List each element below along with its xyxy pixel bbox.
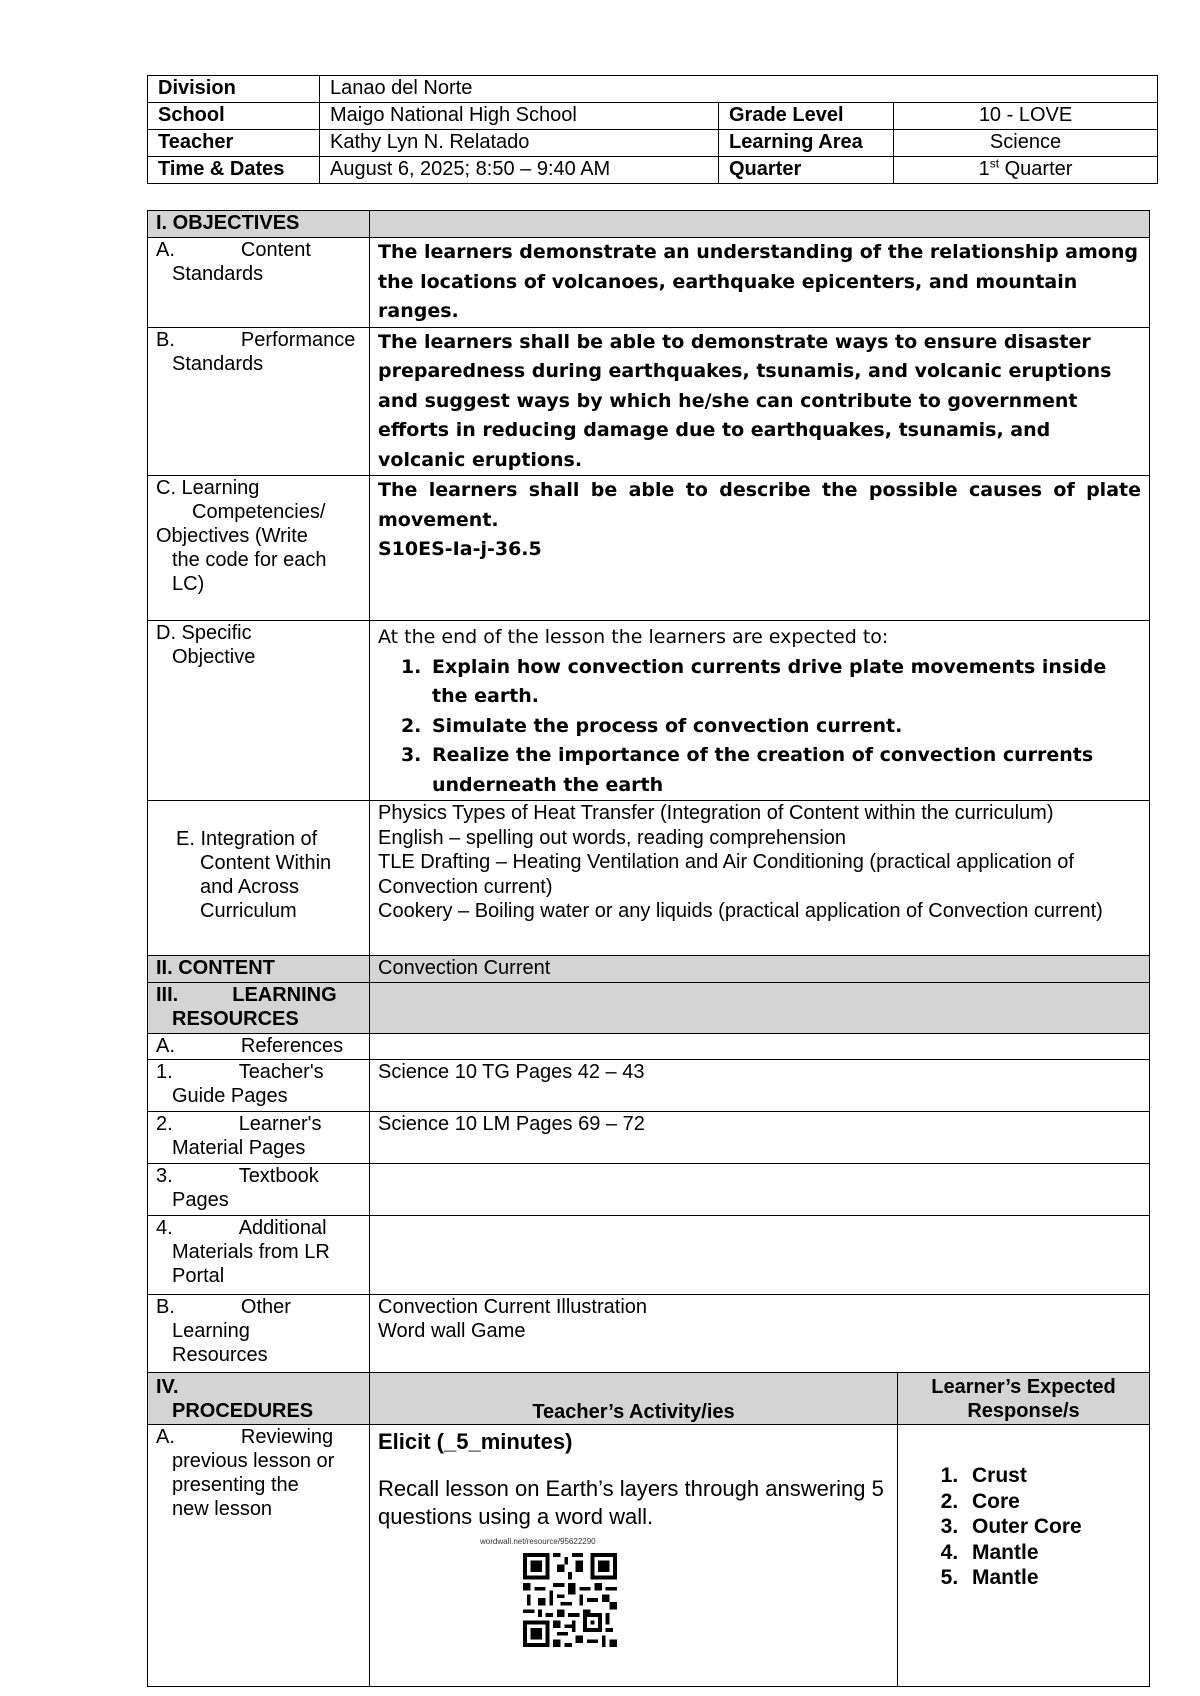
procedures-title-2: PROCEDURES — [172, 1399, 314, 1422]
content-standards-letter: A. — [156, 239, 175, 261]
division-label: Division — [148, 76, 320, 103]
content-standards-text: The learners demonstrate an understanding of the relationship among the locations of volcanoes, earthquake epicenters, and mountain ranges. — [370, 238, 1150, 328]
integ-label-1: E. Integration of — [176, 828, 318, 850]
response-item: 1. Crust — [964, 1463, 1141, 1489]
textbook-blank — [370, 1164, 1150, 1216]
learning-competency-code: S10ES-Ia-j-36.5 — [378, 538, 542, 560]
elicit-text: Recall lesson on Earth’s layers through answering 5 questions using a word wall. — [378, 1476, 884, 1529]
reviewing-label — [148, 1425, 370, 1687]
content-value: Convection Current — [370, 956, 1150, 983]
learning-resources-blank — [370, 983, 1150, 1034]
teacher-value: Kathy Lyn N. Relatado — [320, 130, 719, 157]
integration-line: English – spelling out words, reading comprehension — [378, 826, 847, 849]
response-item: 2. Core — [964, 1489, 1141, 1515]
specific-objective-cell — [370, 621, 1150, 801]
lm-word: Learner's — [238, 1113, 322, 1135]
learner-responses-list — [906, 1463, 1141, 1591]
resources-title-2: LEARNING — [232, 984, 337, 1006]
content-standards-word-2: Standards — [172, 263, 264, 285]
other-resources-value — [370, 1295, 1150, 1373]
elicit-cell — [370, 1425, 898, 1687]
objectives-heading: I. OBJECTIVES — [148, 211, 370, 238]
quarter-suffix: st — [989, 156, 1000, 171]
rev-word-2: previous lesson or — [172, 1450, 335, 1472]
learning-area-value: Science — [894, 130, 1158, 157]
specific-objective-item: 1. Explain how convection currents drive plate movements inside the earth. — [428, 653, 1141, 712]
learning-resources-heading — [148, 983, 370, 1034]
integ-label-3: and Across — [200, 876, 299, 898]
references-blank — [370, 1034, 1150, 1060]
quarter-label: Quarter — [719, 157, 894, 184]
tb-word: Textbook — [238, 1165, 319, 1187]
integration-line: Physics Types of Heat Transfer (Integration of Content within the curriculum) — [378, 802, 1054, 824]
school-label: School — [148, 103, 320, 130]
learning-competency-text: The learners shall be able to describe the possible causes of plate movement. — [378, 479, 1141, 531]
lc-label-3: Objectives (Write — [156, 525, 308, 547]
lc-label-4: the code for each — [172, 549, 327, 571]
learner-responses-cell — [898, 1425, 1150, 1687]
response-item: 3. Outer Core — [964, 1514, 1141, 1540]
content-standards-label — [148, 238, 370, 328]
references-letter: A. — [156, 1035, 175, 1057]
performance-standards-word-2: Standards — [172, 352, 264, 375]
specific-objective-item: 2. Simulate the process of convection current. — [428, 712, 1141, 742]
learning-competencies-cell — [370, 476, 1150, 621]
specific-objective-item: 3. Realize the importance of the creation of convection currents underneath the earth — [428, 741, 1141, 800]
additional-materials-blank — [370, 1216, 1150, 1295]
tb-num: 3. — [156, 1165, 173, 1187]
response-item: 5. Mantle — [964, 1565, 1141, 1591]
other-word-2: Learning — [172, 1320, 250, 1342]
lc-label-5: LC) — [172, 573, 205, 595]
lm-word-2: Material Pages — [172, 1137, 306, 1159]
performance-standards-label — [148, 327, 370, 476]
spec-label-1: D. Specific — [156, 622, 252, 644]
qr-code-icon — [523, 1553, 617, 1647]
performance-standards-letter: B. — [156, 328, 175, 351]
learner-col-1: Learner’s Expected — [931, 1375, 1116, 1398]
add-num: 4. — [156, 1217, 173, 1239]
content-heading: II. CONTENT — [148, 956, 370, 983]
division-value: Lanao del Norte — [320, 76, 1158, 103]
procedures-title-1: IV. — [156, 1375, 179, 1398]
other-resources-label — [148, 1295, 370, 1373]
resources-title-1: III. — [156, 984, 179, 1006]
quarter-number: 1 — [978, 158, 990, 180]
tb-word-2: Pages — [172, 1189, 229, 1211]
objectives-heading-blank — [370, 211, 1150, 238]
time-dates-value: August 6, 2025; 8:50 – 9:40 AM — [320, 157, 719, 184]
resources-title-3: RESOURCES — [172, 1008, 299, 1030]
integ-label-4: Curriculum — [200, 900, 297, 922]
references-label — [148, 1034, 370, 1060]
learners-material-value: Science 10 LM Pages 69 – 72 — [370, 1112, 1150, 1164]
response-item: 4. Mantle — [964, 1540, 1141, 1566]
performance-standards-text: The learners shall be able to demonstrate ways to ensure disaster preparedness during earthquakes, tsunamis, and volcanic eruptions and suggest ways by which he/she can contribute to government efforts in reducing damage due to earthquakes, tsunamis, and volcanic eruptions. — [370, 327, 1150, 476]
quarter-value — [894, 157, 1158, 184]
specific-objective-label — [148, 621, 370, 801]
time-dates-label: Time & Dates — [148, 157, 320, 184]
quarter-word: Quarter — [999, 158, 1073, 180]
integration-line: Cookery – Boiling water or any liquids (practical application of Convection current) — [378, 900, 1103, 922]
other-resource-line: Word wall Game — [378, 1320, 526, 1342]
teachers-guide-label — [148, 1060, 370, 1112]
learner-response-heading — [898, 1373, 1150, 1425]
school-value: Maigo National High School — [320, 103, 719, 130]
integration-line: TLE Drafting – Heating Ventilation and Air Conditioning (practical application of Convection current) — [378, 851, 1074, 898]
teacher-activity-heading: Teacher’s Activity/ies — [370, 1373, 898, 1425]
content-standards-word: Content — [240, 239, 311, 261]
qr-code[interactable] — [523, 1553, 889, 1653]
other-letter: B. — [156, 1296, 175, 1318]
performance-standards-word: Performance — [240, 328, 356, 351]
other-resource-line: Convection Current Illustration — [378, 1296, 648, 1318]
lc-label-2: Competencies/ — [192, 501, 326, 523]
other-word-3: Resources — [172, 1344, 268, 1366]
add-word-2: Materials from LR — [172, 1241, 330, 1263]
add-word: Additional — [238, 1217, 327, 1239]
teachers-guide-value: Science 10 TG Pages 42 – 43 — [370, 1060, 1150, 1112]
integ-label-2: Content Within — [200, 852, 332, 874]
tg-word: Teacher's — [238, 1061, 324, 1083]
header-table — [147, 75, 1158, 184]
lm-num: 2. — [156, 1113, 173, 1135]
spec-label-2: Objective — [172, 646, 256, 668]
learning-competencies-label — [148, 476, 370, 621]
rev-word: Reviewing — [240, 1426, 334, 1448]
lesson-plan-table — [147, 210, 1150, 1687]
integration-cell — [370, 801, 1150, 956]
teacher-label: Teacher — [148, 130, 320, 157]
tg-word-2: Guide Pages — [172, 1085, 288, 1107]
grade-level-value: 10 - LOVE — [894, 103, 1158, 130]
add-word-3: Portal — [172, 1265, 225, 1287]
lc-label-1: C. Learning — [156, 477, 260, 499]
specific-objective-intro: At the end of the lesson the learners are expected to: — [378, 626, 889, 648]
tg-num: 1. — [156, 1061, 173, 1083]
learners-material-label — [148, 1112, 370, 1164]
learner-col-2: Response/s — [967, 1399, 1080, 1422]
rev-word-3: presenting the — [172, 1474, 299, 1496]
rev-letter: A. — [156, 1426, 175, 1448]
wordwall-url[interactable]: wordwall.net/resource/95622290 — [480, 1537, 596, 1546]
references-word: References — [240, 1035, 344, 1057]
rev-word-4: new lesson — [172, 1498, 273, 1520]
procedures-heading — [148, 1373, 370, 1425]
elicit-title: Elicit (_5_minutes) — [378, 1429, 573, 1454]
specific-objective-list — [378, 653, 1141, 801]
integration-label — [148, 801, 370, 956]
other-word: Other — [240, 1296, 291, 1318]
learning-area-label: Learning Area — [719, 130, 894, 157]
grade-level-label: Grade Level — [719, 103, 894, 130]
additional-materials-label — [148, 1216, 370, 1295]
textbook-label — [148, 1164, 370, 1216]
